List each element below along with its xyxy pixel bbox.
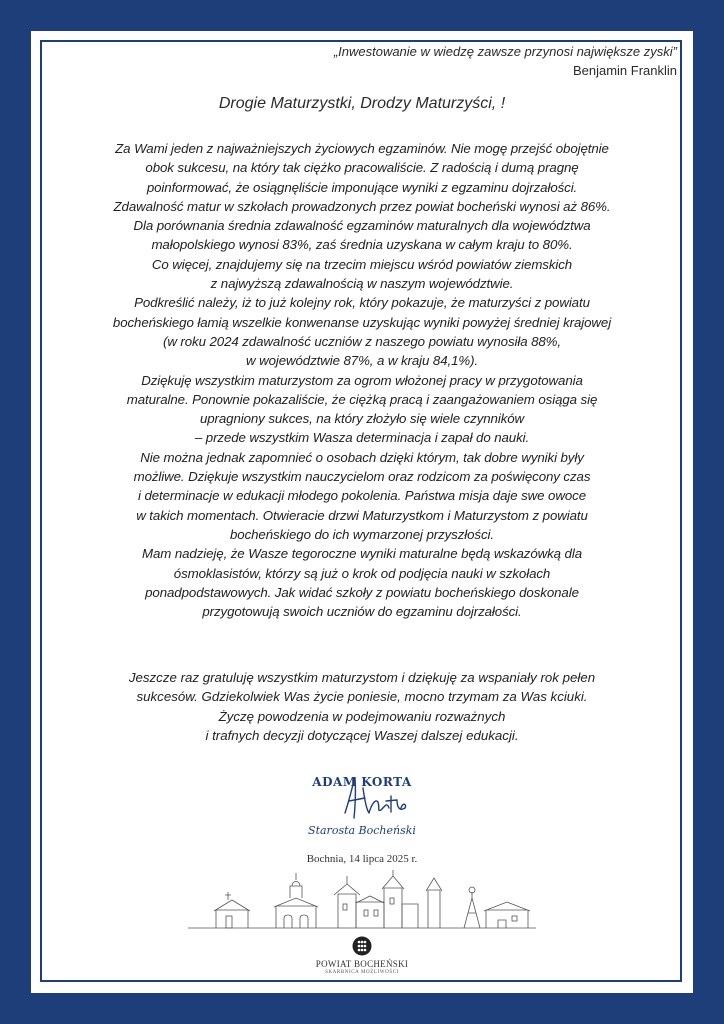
- epigraph-author: Benjamin Franklin: [572, 63, 677, 78]
- body-line: małopolskiego wynosi 83%, zaś średnia uzyskana w całym kraju to 80%.: [151, 237, 573, 253]
- body-line: i determinacje w edukacji młodego pokolenia. Państwa misja daje swe owoce: [138, 488, 586, 504]
- closing-line: i trafnych decyzji dotyczącej Waszej dalszej edukacji.: [205, 727, 519, 743]
- body-line: obok sukcesu, na który tak ciężko pracowaliście. Z radością i dumą pragnę: [145, 160, 579, 176]
- closing-line: sukcesów. Gdziekolwiek Was życie poniesie, mocno trzymam za Was kciuki.: [136, 689, 588, 705]
- footer-tagline: SKARBNICA MOŻLIWOŚCI: [325, 970, 399, 975]
- body-line: – przede wszystkim Wasza determinacja i zapał do nauki.: [194, 430, 530, 446]
- body-line: możliwe. Dziękuje wszystkim nauczycielom oraz rodzicom za poświęcony czas: [133, 469, 591, 485]
- town-skyline-icon: [188, 868, 536, 934]
- body-line: Mam nadzieję, że Wasze tegoroczne wyniki maturalne będą wskazówką dla: [142, 546, 582, 562]
- body-line: przygotowują swoich uczniów do egzaminu dojrzałości.: [202, 604, 522, 620]
- body-line: upragniony sukces, na który złożyło się wiele czynników: [199, 411, 525, 427]
- body-line: (w roku 2024 zdawalność uczniów z naszego powiatu wynosiła 88%,: [163, 333, 561, 349]
- place-and-date: Bochnia, 14 lipca 2025 r.: [306, 853, 418, 865]
- body-line: bocheńskiego łamią wszelkie konwenanse uzyskując wyniki powyżej średniej krajowej: [112, 314, 612, 330]
- body-line: ponadpodstawowych. Jak widać szkoły z powiatu bocheńskiego doskonale: [145, 584, 579, 600]
- body-line: poinformować, że osiągnęliście imponujące wyniki z egzaminu dojrzałości.: [146, 179, 578, 195]
- body-line: Zdawalność matur w szkołach prowadzonych przez powiat bocheński wynosi aż 86%.: [113, 198, 611, 214]
- body-line: w takich momentach. Otwieracie drzwi Maturzystkom i Maturzystom z powiatu: [136, 507, 588, 523]
- body-line: bocheńskiego do ich wymarzonej przyszłości.: [230, 526, 494, 542]
- epigraph-quote: „Inwestowanie w wiedzę zawsze przynosi największe zyski”: [333, 44, 677, 59]
- body-line: w województwie 87%, a w kraju 84,1%).: [245, 353, 479, 369]
- letter-greeting: Drogie Maturzystki, Drodzy Maturzyści, !: [218, 95, 506, 112]
- letter-closing: [58, 668, 666, 745]
- body-line: z najwyższą zdawalnością w naszym województwie.: [210, 276, 514, 292]
- body-line: Podkreślić należy, iż to już kolejny rok, który pokazuje, że maturzyści z powiatu: [134, 295, 590, 311]
- body-line: Dla porównania średnia zdawalność egzaminów maturalnych dla województwa: [133, 218, 591, 234]
- body-line: maturalne. Ponownie pokazaliście, że ciężką pracą i zaangażowaniem osiąga się: [126, 391, 598, 407]
- signatory-title: Starosta Bocheński: [308, 824, 416, 837]
- body-line: Nie można jednak zapomnieć o osobach dzięki którym, tak dobre wyniki były: [140, 449, 584, 465]
- closing-line: Życzę powodzenia w podejmowaniu rozważnych: [218, 708, 506, 724]
- body-line: Dziękuję wszystkim maturzystom za ogrom włożonej pracy w przygotowania: [141, 372, 583, 388]
- body-line: Co więcej, znajdujemy się na trzecim miejscu wśród powiatów ziemskich: [151, 256, 573, 272]
- body-line: Za Wami jeden z najważniejszych życiowych egzaminów. Nie mogę przejść obojętnie: [115, 141, 609, 156]
- signature-scribble-icon: [325, 768, 415, 828]
- signatory-name: ADAM KORTA: [312, 775, 412, 789]
- body-line: ósmoklasistów, którzy są już o krok od podjęcia nauki w szkołach: [173, 565, 551, 581]
- closing-line: Jeszcze raz gratuluję wszystkim maturzystom i dziękuję za wspaniały rok pełen: [128, 670, 596, 685]
- footer-brand: POWIAT BOCHEŃSKI: [315, 959, 409, 969]
- letter-body: [58, 139, 666, 621]
- epigraph: [334, 42, 677, 80]
- powiat-logo-icon: [352, 936, 372, 956]
